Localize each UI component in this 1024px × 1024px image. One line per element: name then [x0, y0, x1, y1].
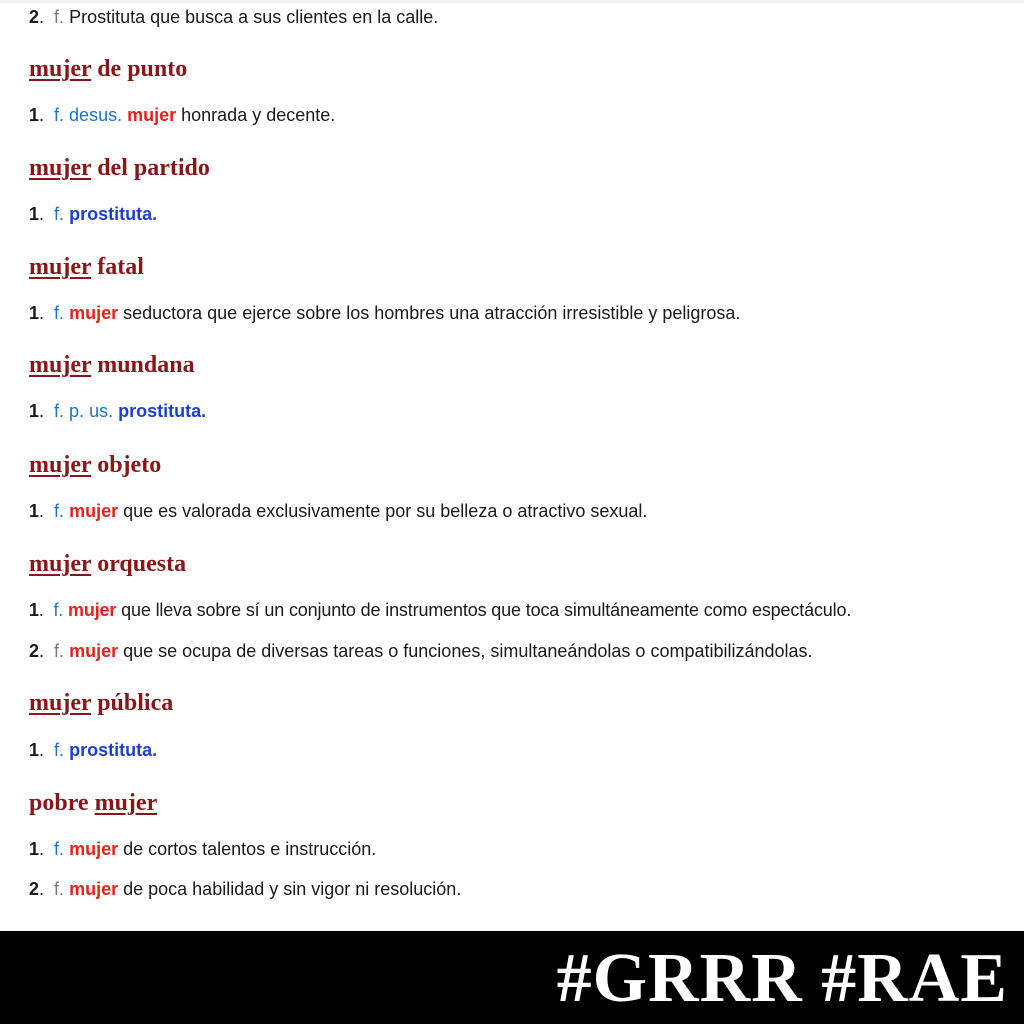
keyword: mujer: [69, 641, 119, 661]
grammar-abbreviation[interactable]: f.: [54, 501, 65, 521]
keyword: mujer: [69, 303, 119, 323]
hashtag-banner: [0, 931, 1024, 1024]
definition-number: 1: [29, 501, 40, 521]
definition-number: 2: [29, 879, 40, 899]
headword-link[interactable]: mujer: [29, 56, 92, 82]
headword-link[interactable]: mujer: [29, 690, 92, 716]
definition-line: 1. f. p. us. prostituta.: [29, 401, 207, 421]
definition-line: 1. f. mujer de cortos talentos e instrucción.: [29, 839, 377, 859]
definition-number: 1: [29, 105, 40, 125]
definition-line: 1. f. mujer seductora que ejerce sobre los hombres una atracción irresistible y peligrosa.: [29, 303, 741, 323]
cross-reference-link[interactable]: prostituta.: [69, 740, 158, 760]
grammar-abbreviation[interactable]: f. desus.: [54, 105, 123, 125]
entry-heading: [29, 789, 157, 817]
definition-text: seductora que ejerce sobre los hombres una atracción irresistible y peligrosa.: [118, 303, 741, 323]
headword-link[interactable]: mujer: [29, 155, 92, 181]
grammar-abbreviation: f.: [54, 7, 65, 27]
definition-text: honrada y decente.: [176, 105, 336, 125]
entry-heading: [29, 689, 173, 717]
keyword: mujer: [69, 501, 119, 521]
definition-number: 1: [29, 204, 40, 224]
headword-link[interactable]: mujer: [29, 551, 92, 577]
definition-line: 1. f. prostituta.: [29, 204, 158, 224]
definition-line: 2. f. Prostituta que busca a sus clientes en la calle.: [29, 7, 439, 27]
heading-suffix: pública: [91, 690, 174, 716]
definition-line: 2. f. mujer que se ocupa de diversas tareas o funciones, simultaneándolas o compatibilizándolas.: [29, 641, 813, 661]
grammar-abbreviation[interactable]: f.: [54, 839, 65, 859]
heading-suffix: objeto: [91, 452, 162, 478]
definition-text: que se ocupa de diversas tareas o funciones, simultaneándolas o compatibilizándolas.: [118, 641, 813, 661]
definition-line: 1. f. mujer que es valorada exclusivamente por su belleza o atractivo sexual.: [29, 501, 648, 521]
heading-suffix: de punto: [91, 56, 188, 82]
grammar-abbreviation[interactable]: f.: [54, 204, 65, 224]
definition-number: 2: [29, 641, 40, 661]
entry-heading: [29, 253, 144, 281]
keyword: mujer: [69, 879, 119, 899]
hashtags: #GRRR #RAE: [556, 940, 1008, 1017]
entry-heading: [29, 351, 195, 379]
heading-suffix: orquesta: [91, 551, 187, 577]
definition-text: que es valorada exclusivamente por su belleza o atractivo sexual.: [118, 501, 648, 521]
definition-text: de poca habilidad y sin vigor ni resolución.: [118, 879, 462, 899]
definition-text: de cortos talentos e instrucción.: [118, 839, 377, 859]
headword-link[interactable]: mujer: [29, 352, 92, 378]
grammar-abbreviation[interactable]: f.: [54, 303, 65, 323]
entry-heading: [29, 55, 187, 83]
keyword: mujer: [69, 839, 119, 859]
grammar-abbreviation: f.: [54, 879, 65, 899]
keyword: mujer: [127, 105, 177, 125]
definition-number: 1: [29, 401, 40, 421]
grammar-abbreviation[interactable]: f.: [53, 600, 64, 620]
definition-line: 2. f. mujer de poca habilidad y sin vigor ni resolución.: [29, 879, 462, 899]
grammar-abbreviation[interactable]: f.: [54, 740, 65, 760]
entry-heading: [29, 451, 161, 479]
definition-text: que lleva sobre sí un conjunto de instrumentos que toca simultáneamente como espectáculo.: [116, 600, 852, 620]
definition-line: 1. f. prostituta.: [29, 740, 158, 760]
cross-reference-link[interactable]: prostituta.: [118, 401, 207, 421]
headword-link[interactable]: mujer: [29, 254, 92, 280]
definition-line: 1. f. mujer que lleva sobre sí un conjunto de instrumentos que toca simultáneamente como espectáculo.: [29, 600, 852, 620]
definition-number: 2: [29, 7, 40, 27]
heading-suffix: mundana: [91, 352, 195, 378]
headword-link[interactable]: mujer: [94, 790, 158, 816]
definition-line: 1. f. desus. mujer honrada y decente.: [29, 105, 336, 125]
heading-suffix: fatal: [91, 254, 144, 280]
grammar-abbreviation[interactable]: f. p. us.: [54, 401, 114, 421]
definition-number: 1: [29, 600, 39, 620]
definition-number: 1: [29, 740, 40, 760]
grammar-abbreviation: f.: [54, 641, 65, 661]
definition-number: 1: [29, 303, 40, 323]
heading-suffix: del partido: [91, 155, 210, 181]
top-edge: [0, 0, 1024, 3]
definition-text: Prostituta que busca a sus clientes en la calle.: [69, 7, 439, 27]
entry-heading: [29, 154, 210, 182]
definition-number: 1: [29, 839, 40, 859]
keyword: mujer: [68, 600, 117, 620]
headword-link[interactable]: mujer: [29, 452, 92, 478]
entry-heading: [29, 550, 186, 578]
cross-reference-link[interactable]: prostituta.: [69, 204, 158, 224]
heading-prefix: pobre: [29, 790, 95, 816]
